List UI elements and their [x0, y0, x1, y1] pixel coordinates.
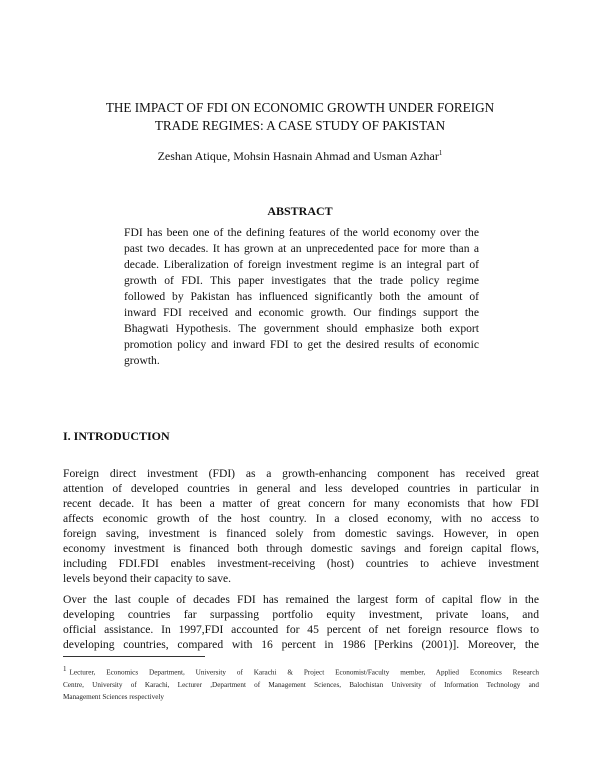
intro-paragraph-2: [63, 592, 539, 652]
paper-title: [0, 99, 600, 135]
author-names: Zeshan Atique, Mohsin Hasnain Ahmad and Usman Azhar: [157, 149, 439, 163]
text-line: Centre, University of Karachi, Lecturer ,Department of Management Sciences, Balochistan University of Information Technology and: [63, 680, 539, 689]
authors: [0, 149, 600, 164]
text-line: Over the last couple of decades FDI has remained the largest form of capital flow in the: [63, 593, 539, 606]
text-line: growth.: [124, 354, 160, 367]
footnote: [63, 663, 539, 704]
text-line: developing countries far surpassing portfolio equity investment, private loans, and: [63, 608, 539, 621]
text-line: foreign saving, investment is financed solely from domestic savings. However, in open: [63, 527, 539, 540]
abstract-heading: ABSTRACT: [267, 204, 333, 218]
text-line: Bhagwati Hypothesis. The government should emphasize both export: [124, 322, 479, 335]
text-line: Foreign direct investment (FDI) as a growth-enhancing component has received great: [63, 467, 539, 480]
footnote-number: 1: [63, 665, 67, 673]
text-line: levels beyond their capacity to save.: [63, 572, 232, 585]
footnote-first-line: [63, 663, 539, 679]
text-line: decade. Liberalization of foreign investment regime is an integral part of: [124, 258, 479, 271]
text-line: attention of developed countries in general and less developed countries in particular in: [63, 482, 539, 495]
title-line: THE IMPACT OF FDI ON ECONOMIC GROWTH UNDER FOREIGN: [105, 100, 495, 115]
text-line: inward FDI received and economic growth. Our findings support the: [124, 306, 479, 319]
text-line: recent decade. It has been a matter of great concern for many economists that how FDI: [63, 497, 539, 510]
intro-paragraph-1: [63, 466, 539, 586]
text-line: affects economic growth of the host country. In a closed economy, with no access to: [63, 512, 539, 525]
text-line: growth of FDI. This paper investigates that the trade policy regime: [124, 274, 479, 287]
text-line: Management Sciences respectively: [63, 693, 164, 702]
abstract-body: [124, 225, 479, 369]
title-line: TRADE REGIMES: A CASE STUDY OF PAKISTAN: [154, 118, 446, 133]
text-line: followed by Pakistan has influenced significantly both the amount of: [124, 290, 479, 303]
text-line: FDI has been one of the defining features of the world economy over the: [124, 226, 479, 239]
footnote-rule: [63, 656, 205, 657]
footnote-mark: 1: [438, 149, 443, 157]
text-line: economy investment is financed both through domestic savings and foreign capital flows,: [63, 542, 539, 555]
text-line: past two decades. It has grown at an unprecedented pace for more than a: [124, 242, 479, 255]
text-line: promotion policy and inward FDI to get the desired results of economic: [124, 338, 479, 351]
introduction-heading: I. INTRODUCTION: [63, 429, 170, 443]
text-line: including FDI.FDI enables investment-receiving (host) countries to achieve investment: [63, 557, 539, 570]
text-line: Lecturer, Economics Department, University of Karachi & Project Economist/Faculty member, Applied Economics Research: [69, 668, 539, 677]
text-line: developing countries, compared with 16 percent in 1986 [Perkins (2001)]. Moreover, the: [63, 638, 539, 651]
text-line: official assistance. In 1997,FDI accounted for 45 percent of net foreign resource flows to: [63, 623, 539, 636]
